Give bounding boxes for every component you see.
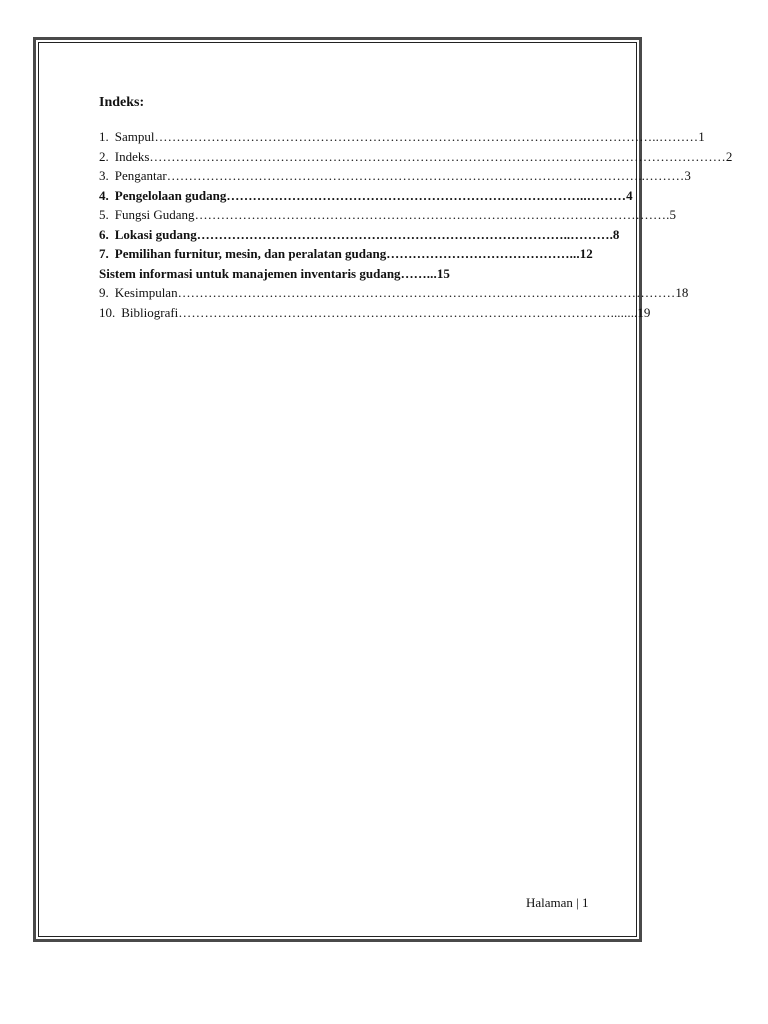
toc-entry-number: 2. bbox=[99, 148, 109, 164]
toc-entry bbox=[99, 166, 761, 186]
toc-entry-leader-dots: …………………………………………………………………………………………………… bbox=[177, 285, 676, 300]
toc-entry-page-number: 18 bbox=[675, 285, 689, 300]
toc-entry-number: 10. bbox=[99, 304, 116, 320]
toc-entry-page-number: 4 bbox=[626, 187, 633, 203]
toc-entry-title: Pemilihan furnitur, mesin, dan peralatan gudang bbox=[114, 246, 387, 261]
toc-entry-title: Sistem informasi untuk manajemen inventaris gudang bbox=[99, 265, 401, 281]
toc-entry-leader-dots: ……... bbox=[400, 265, 437, 281]
toc-entry-page-number: 15 bbox=[436, 265, 450, 281]
toc-entry-title: Lokasi gudang bbox=[114, 226, 197, 242]
toc-entry-number: 7. bbox=[99, 246, 109, 261]
toc-entry bbox=[99, 127, 761, 147]
toc-entry-page-number: 8 bbox=[612, 226, 620, 242]
toc-entry bbox=[99, 283, 761, 303]
toc-entry-number: 5. bbox=[99, 207, 109, 222]
toc-entry-title: Fungsi Gudang bbox=[114, 207, 195, 222]
toc-entry-title: Sampul bbox=[114, 129, 155, 144]
toc-entry-title: Pengelolaan gudang bbox=[114, 187, 227, 203]
toc-entry-leader-dots: ………………………………………………………………………………………………. bbox=[194, 207, 670, 222]
toc-entry-leader-dots: ………………………………………………………………………………………………..……… bbox=[166, 168, 685, 183]
toc-entry-page-number: 1 bbox=[698, 129, 705, 144]
index-heading: Indeks: bbox=[99, 95, 145, 110]
table-of-contents bbox=[99, 127, 761, 322]
toc-entry-page-number: 5 bbox=[669, 207, 677, 222]
toc-entry bbox=[99, 205, 761, 225]
toc-entry-title: Indeks bbox=[114, 148, 150, 164]
toc-entry-page-number: 12 bbox=[579, 246, 593, 261]
toc-entry bbox=[99, 147, 761, 167]
toc-entry-leader-dots: ……………………………………………………………………………………………………..……… bbox=[154, 129, 699, 144]
toc-entry-leader-dots: ………………………………………………………………………………………........ bbox=[178, 304, 638, 320]
toc-entry-leader-dots: …………………………………………………………………………..………. bbox=[196, 226, 613, 242]
toc-entry-page-number: 3 bbox=[684, 168, 691, 183]
toc-entry-number: 9. bbox=[99, 285, 109, 300]
page-footer: Halaman | 1 bbox=[526, 895, 589, 910]
toc-entry-number: 4. bbox=[99, 187, 109, 203]
toc-entry-number: 6. bbox=[99, 226, 109, 242]
toc-entry-page-number: 19 bbox=[637, 304, 651, 320]
toc-entry bbox=[99, 225, 761, 245]
toc-entry-number: 1. bbox=[99, 129, 109, 144]
toc-entry-leader-dots: ……………………………………... bbox=[386, 246, 580, 261]
toc-entry bbox=[99, 303, 761, 323]
toc-entry-title: Bibliografi bbox=[121, 304, 179, 320]
toc-entry-title: Pengantar bbox=[114, 168, 167, 183]
toc-entry-page-number: 2 bbox=[725, 148, 733, 164]
toc-entry-leader-dots: ………………………………………………………………………..……… bbox=[226, 187, 627, 203]
toc-entry bbox=[99, 264, 761, 284]
toc-entry bbox=[99, 244, 761, 264]
toc-entry-title: Kesimpulan bbox=[114, 285, 178, 300]
toc-entry-number: 3. bbox=[99, 168, 109, 183]
toc-entry-leader-dots: …………………………………………………………………………………………………………………… bbox=[149, 148, 726, 164]
toc-entry bbox=[99, 186, 761, 206]
